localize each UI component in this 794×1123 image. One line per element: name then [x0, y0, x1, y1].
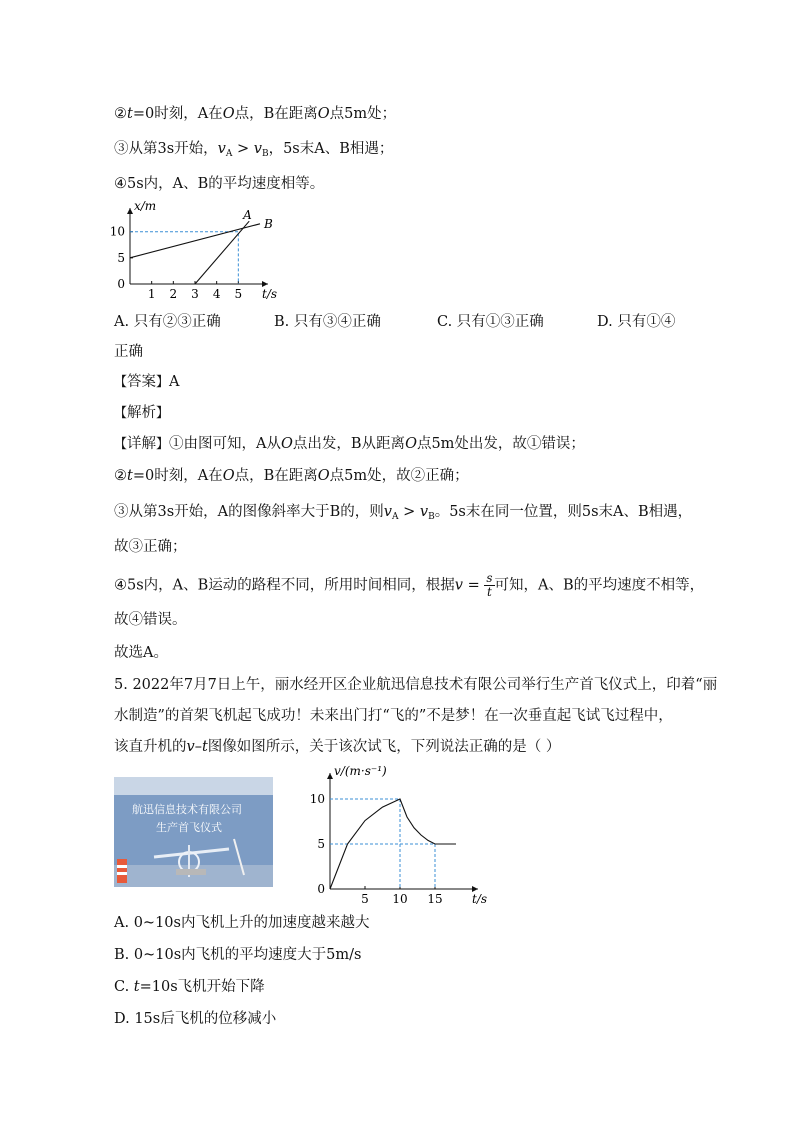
statement-2: ②t=0时刻，A在O点，B在距离O点5m处； [114, 106, 397, 122]
guide-line [330, 844, 435, 889]
origin-label: 0 [117, 277, 125, 291]
option-d-continued: 正确 [114, 344, 143, 360]
detail-line-4: 故③正确； [114, 539, 187, 555]
detail-line-1: 【详解】①由图可知，A从O点出发，B从距离O点5m处出发，故①错误； [114, 436, 585, 452]
formula-fraction: $\frac{s}{t}$ [486, 571, 493, 599]
y-tick-label: 10 [110, 224, 125, 239]
x-axis-label: t/s [262, 287, 278, 301]
option-c: C. 只有①③正确 [437, 314, 544, 330]
y-axis-arrow [327, 773, 333, 779]
x-tick-label: 5 [361, 892, 369, 905]
detail-line-5: ④5s内，A、B运动的路程不同，所用时间相同，根据v = $\frac{s}{t}$ 可知，A、B的平均速度不相等， [114, 571, 705, 599]
series-line-B [130, 224, 260, 258]
photo-sign-line-1: 航迅信息技术有限公司 [132, 803, 242, 816]
q5-line-2: 水制造”的首架飞机起飞成功！未来出门打“飞的”不是梦！在一次垂直起飞试飞过程中， [114, 708, 673, 724]
q5-option-a: A. 0~10s内飞机上升的加速度越来越大 [114, 915, 370, 931]
answer-line: 【答案】A [114, 374, 180, 390]
detail-line-2: ②t=0时刻，A在O点，B在距离O点5m处，故②正确； [114, 468, 469, 484]
aircraft-photo [114, 777, 273, 887]
q5-option-d: D. 15s后飞机的位移减小 [114, 1011, 277, 1027]
detail-line-7: 故选A。 [114, 645, 168, 661]
photo-sign-line-2: 生产首飞仪式 [156, 821, 222, 834]
detail-line-3: ③从第3s开始，A的图像斜率大于B的，则$v_A > v_B$。5s末在同一位置，则5s末A、B相遇， [114, 504, 693, 522]
series-line-A [195, 221, 249, 284]
q5-line-1: 5. 2022年7月7日上午，丽水经开区企业航迅信息技术有限公司举行生产首飞仪式上，印着“丽 [114, 677, 718, 693]
x-axis-label: t/s [472, 892, 488, 905]
y-axis-label: x/m [134, 200, 157, 213]
y-axis-arrow [127, 208, 133, 214]
chart-xt [110, 200, 290, 305]
option-d: D. 只有①④ [597, 314, 676, 330]
x-tick-label: 3 [191, 287, 199, 301]
answer-value: A [169, 374, 180, 390]
y-tick-label: 5 [317, 837, 325, 851]
x-tick-label: 4 [212, 287, 221, 301]
detail-line-6: 故④错误。 [114, 612, 187, 628]
x-tick-label: 15 [427, 892, 443, 905]
q5-option-b: B. 0~10s内飞机的平均速度大于5m/s [114, 947, 362, 963]
series-label-B: B [264, 216, 273, 231]
x-tick-label: 1 [147, 287, 156, 301]
option-b: B. 只有③④正确 [274, 314, 381, 330]
chart-vt [300, 765, 490, 905]
q5-line-3: 该直升机的v–t图像如图所示，关于该次试飞，下列说法正确的是（ ） [114, 739, 561, 755]
statement-3: ③从第3s开始，$v_A > v_B$，5s末A、B相遇； [114, 141, 394, 159]
x-tick-label: 2 [169, 287, 178, 301]
y-axis-label: v/(m·s⁻¹) [334, 765, 387, 778]
guide-line [130, 232, 238, 284]
q5-option-c: C. t=10s飞机开始下降 [114, 979, 265, 995]
x-tick-label: 10 [392, 892, 408, 905]
y-tick-label: 5 [117, 250, 125, 265]
series-label-A: A [243, 208, 252, 223]
answer-tag: 答案 [127, 374, 157, 390]
analysis-tag: 【解析】 [114, 405, 170, 421]
option-a: A. 只有②③正确 [114, 314, 221, 330]
statement-4: ④5s内，A、B的平均速度相等。 [114, 176, 325, 192]
y-tick-label: 10 [309, 792, 325, 806]
origin-label: 0 [317, 882, 325, 896]
x-tick-label: 5 [234, 287, 243, 301]
